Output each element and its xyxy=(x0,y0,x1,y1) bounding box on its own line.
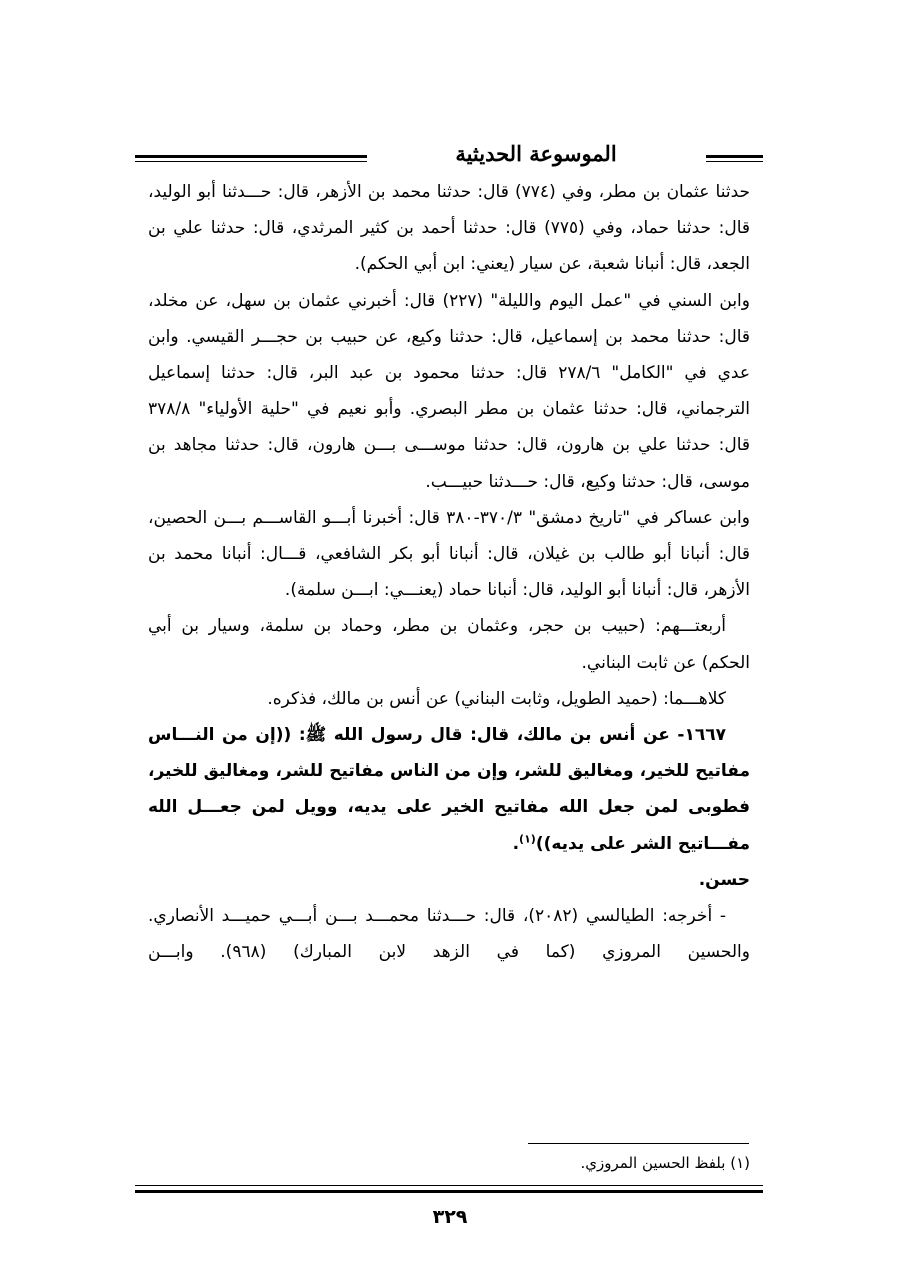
footnote-rule xyxy=(528,1143,749,1144)
paragraph-chain-3: وابن عساكر في "تاريخ دمشق" ٣٧٠/٣-٣٨٠ قال: أخبرنا أبـــو القاســـم بـــن الحصين، قال: أنبانا أبو طالب بن غيلان، قال: أنبانا أبو بكر الشافعي، قـــال: أنبانا محمد بن الأزهر، قال: أنبانا أبو الوليد، قال: أنبانا حماد (يعنـــي: ابـــن سلمة). xyxy=(148,507,750,601)
hadith-body: ١٦٦٧- عن أنس بن مالك، قال: قال رسول الله ﷺ: ((إن من النـــاس مفاتيح للخير، ومغاليق للشر، وإن من الناس مفاتيح للشر، ومغاليق للخير، فطوبى لمن جعل الله مفاتيح الخير على يديه، وويل لمن جعـــل الله مفـــاتيح الشر على يديه)) xyxy=(148,725,750,854)
takhrij-paragraph: - أخرجه: الطيالسي (٢٠٨٢)، قال: حـــدثنا محمـــد بـــن أبـــي حميـــد الأنصاري. والحسين المروزي (كما في الزهد لابن المبارك) (٩٦٨). وابـــن xyxy=(148,906,750,963)
paragraph-chain-2: وابن السني في "عمل اليوم والليلة" (٢٢٧) قال: أخبرني عثمان بن سهل، عن مخلد، قال: حدثنا محمد بن إسماعيل، قال: حدثنا وكيع، عن حبيب بن حجـــر القيسي. وابن عدي في "الكامل" ٢٧٨/٦ قال: حدثنا محمود بن عبد البر، قال: حدثنا إسماعيل الترجماني، قال: حدثنا عثمان بن مطر البصري. وأبو نعيم في "حلية الأولياء" ٣٧٨/٨ قال: حدثنا علي بن هارون، قال: حدثنا موســـى بـــن هارون، قال: حدثنا مجاهد بن موسى، قال: حدثنا وكيع، قال: حـــدثنا حبيـــب. xyxy=(148,290,750,492)
footnote: (١) بلفظ الحسين المروزي. xyxy=(580,1154,750,1172)
header-rule-left xyxy=(135,155,367,162)
hadith-end: . xyxy=(512,833,520,854)
header-title: الموسوعة الحديثية xyxy=(455,141,617,166)
bottom-rule xyxy=(135,1185,763,1193)
paragraph-summary-both: كلاهـــما: (حميد الطويل، وثابت البناني) عن أنس بن مالك، فذكره. xyxy=(267,688,726,709)
body-text xyxy=(148,174,750,970)
footnote-reference: (١) xyxy=(519,832,536,845)
hadith-grade: حسن. xyxy=(698,869,750,890)
paragraph-summary-four: أربعتـــهم: (حبيب بن حجر، وعثمان بن مطر، وحماد بن سلمة، وسيار بن أبي الحكم) عن ثابت البناني. xyxy=(148,616,750,673)
paragraph-chain-1: حدثنا عثمان بن مطر، وفي (٧٧٤) قال: حدثنا محمد بن الأزهر، قال: حـــدثنا أبو الوليد، قال: حدثنا حماد، وفي (٧٧٥) قال: حدثنا أحمد بن كثير المرثدي، قال: حدثنا علي بن الجعد، قال: أنبانا شعبة، عن سيار (يعني: ابن أبي الحكم). xyxy=(148,182,750,275)
hadith-text xyxy=(148,717,750,862)
running-header xyxy=(135,141,763,175)
page-number: ٣٢٩ xyxy=(432,1206,468,1228)
header-rule-right xyxy=(706,155,763,162)
